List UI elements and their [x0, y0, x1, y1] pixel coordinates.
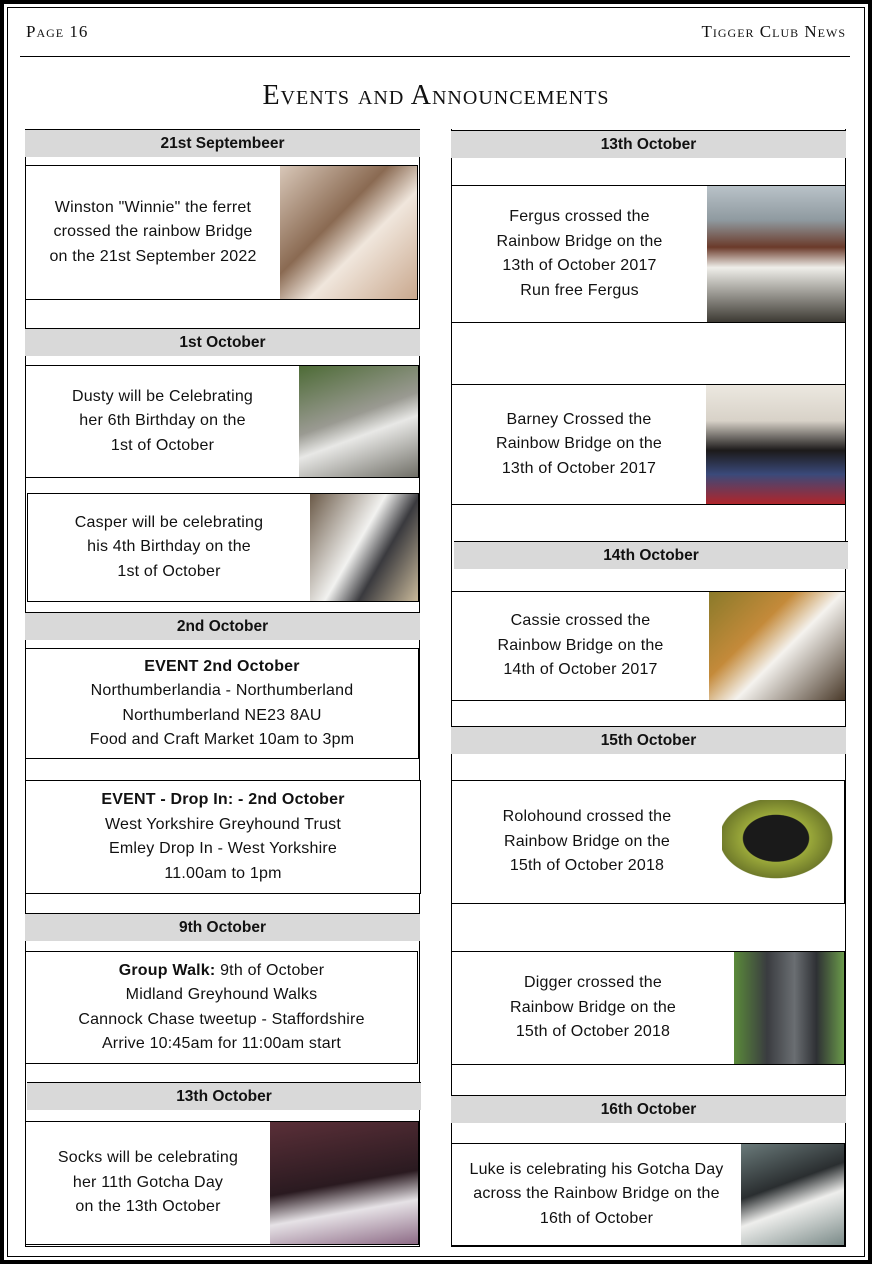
dog-photo-rolohound: [722, 800, 842, 885]
text-line: crossed the rainbow Bridge: [53, 223, 253, 241]
text-line: her 11th Gotcha Day: [72, 1173, 224, 1191]
text-line: Luke is celebrating his Gotcha Day: [469, 1160, 724, 1178]
text-line: Barney Crossed the: [506, 410, 652, 428]
text-line: Cassie crossed the: [510, 612, 651, 630]
announcement-luke: [451, 1143, 845, 1246]
announcement-casper: [27, 493, 419, 602]
page-number: Page 16: [26, 22, 89, 41]
announcement-fergus: [451, 185, 846, 323]
date-header: 2nd October: [25, 612, 420, 640]
event-northumberlandia: [25, 648, 419, 759]
announcement-digger: [451, 951, 845, 1065]
text-line: Digger crossed the: [524, 974, 662, 992]
text-line: her 6th Birthday on the: [79, 412, 246, 430]
header-rule: [20, 56, 850, 57]
dog-photo-digger: [734, 952, 844, 1064]
text-line: Emley Drop In - West Yorkshire: [108, 840, 337, 857]
text-line: 9th of October: [215, 961, 325, 979]
cat-photo-socks: [270, 1122, 418, 1244]
announcement-barney: [451, 384, 846, 505]
event-title: EVENT - Drop In: - 2nd October: [101, 791, 345, 808]
ferret-photo: [280, 166, 417, 299]
date-header: 1st October: [25, 328, 420, 356]
announcement-rolohound: [451, 780, 845, 904]
text-line: Socks will be celebrating: [57, 1149, 239, 1167]
dog-photo-cassie: [709, 592, 845, 700]
text-line: 1st of October: [110, 436, 215, 454]
text-line: 16th of October: [539, 1209, 654, 1227]
text-line: Casper will be celebrating: [74, 513, 264, 531]
publication-name: Tigger Club News: [701, 22, 846, 41]
dog-photo-luke: [741, 1144, 844, 1245]
dog-photo-barney: [706, 385, 845, 504]
date-header: 13th October: [27, 1082, 421, 1110]
text-line: Arrive 10:45am for 11:00am start: [101, 1035, 342, 1052]
text-line: Rainbow Bridge on the: [497, 636, 664, 654]
text-line: West Yorkshire Greyhound Trust: [104, 815, 342, 833]
text-line: Rainbow Bridge on the: [495, 435, 663, 453]
announcement-cassie: [451, 591, 846, 701]
text-line: 11.00am to 1pm: [164, 864, 282, 882]
text-line: Midland Greyhound Walks: [125, 986, 318, 1003]
date-header: 15th October: [451, 726, 846, 754]
dog-photo-dusty: [299, 366, 418, 477]
text-line: 13th of October 2017: [501, 459, 657, 477]
text-line: 1st of October: [117, 562, 221, 580]
announcement-dusty: [25, 365, 419, 478]
event-title: EVENT 2nd October: [144, 657, 300, 675]
text-line: 13th of October 2017: [502, 257, 657, 274]
page-title: Events and Announcements: [262, 80, 610, 111]
text-line: Dusty will be Celebrating: [71, 387, 254, 405]
text-line: Cannock Chase tweetup - Staffordshire: [78, 1010, 365, 1028]
text-line: Food and Craft Market 10am to 3pm: [89, 731, 355, 748]
event-group-walk: [25, 951, 418, 1064]
date-header: 14th October: [454, 541, 848, 569]
event-title: Group Walk:: [118, 961, 216, 979]
text-line: Northumberland NE23 8AU: [122, 706, 322, 724]
text-line: 15th of October 2018: [515, 1023, 671, 1041]
text-line: his 4th Birthday on the: [87, 538, 251, 556]
text-line: Northumberlandia - Northumberland: [90, 682, 354, 699]
dog-photo-fergus: [707, 186, 845, 322]
text-line: across the Rainbow Bridge on the: [473, 1185, 720, 1203]
date-header: 13th October: [451, 130, 846, 158]
text-line: on the 21st September 2022: [49, 247, 257, 265]
date-header: 21st Septembeer: [25, 129, 420, 157]
text-line: 15th of October 2018: [509, 857, 665, 875]
text-line: 14th of October 2017: [503, 661, 658, 679]
text-line: Rainbow Bridge on the: [496, 232, 663, 250]
text-line: Fergus crossed the: [509, 208, 650, 225]
date-header: 16th October: [451, 1095, 846, 1123]
event-drop-in: [25, 780, 421, 894]
date-header: 9th October: [25, 913, 420, 941]
announcement-winston: [25, 165, 418, 300]
text-line: on the 13th October: [75, 1198, 221, 1216]
text-line: Rainbow Bridge on the: [509, 998, 677, 1016]
announcement-socks: [25, 1121, 419, 1245]
text-line: Winston "Winnie" the ferret: [54, 198, 252, 216]
text-line: Rolohound crossed the: [502, 808, 672, 826]
dog-photo-casper: [310, 494, 418, 601]
text-line: Run free Fergus: [520, 281, 639, 299]
text-line: Rainbow Bridge on the: [503, 832, 671, 850]
